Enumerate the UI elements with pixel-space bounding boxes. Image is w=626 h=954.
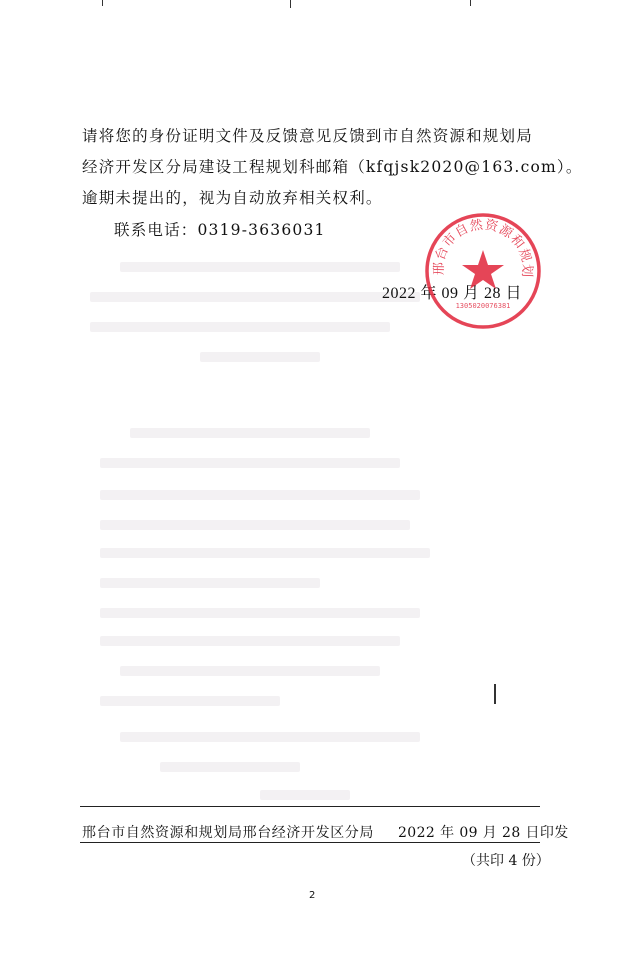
scan-mark bbox=[290, 0, 291, 8]
footer-issuer: 邢台市自然资源和规划局邢台经济开发区分局 bbox=[82, 825, 374, 841]
scan-mark bbox=[494, 684, 496, 704]
svg-text:1305020076381: 1305020076381 bbox=[455, 302, 511, 310]
contact-phone: 联系电话：0319-3636031 bbox=[114, 221, 326, 239]
page-number: 2 bbox=[309, 890, 316, 901]
footer-issue-date: 2022 年 09 月 28 日印发 bbox=[398, 825, 569, 841]
signature-date: 2022 年 09 月 28 日 bbox=[382, 285, 523, 302]
body-line-2: 经济开发区分局建设工程规划科邮箱（kfqjsk2020@163.com）。 bbox=[82, 158, 583, 176]
footer-rule-top bbox=[80, 806, 540, 807]
footer-copies: （共印 4 份） bbox=[462, 853, 550, 869]
official-seal bbox=[424, 212, 542, 330]
scan-mark bbox=[470, 0, 471, 6]
svg-text:邢台市自然资源和规划局: 邢台市自然资源和规划 bbox=[431, 217, 535, 279]
footer-rule-bottom bbox=[80, 842, 540, 843]
body-line-3: 逾期未提出的，视为自动放弃相关权利。 bbox=[82, 189, 383, 207]
scan-mark bbox=[102, 0, 103, 6]
body-line-1: 请将您的身份证明文件及反馈意见反馈到市自然资源和规划局 bbox=[82, 127, 533, 145]
